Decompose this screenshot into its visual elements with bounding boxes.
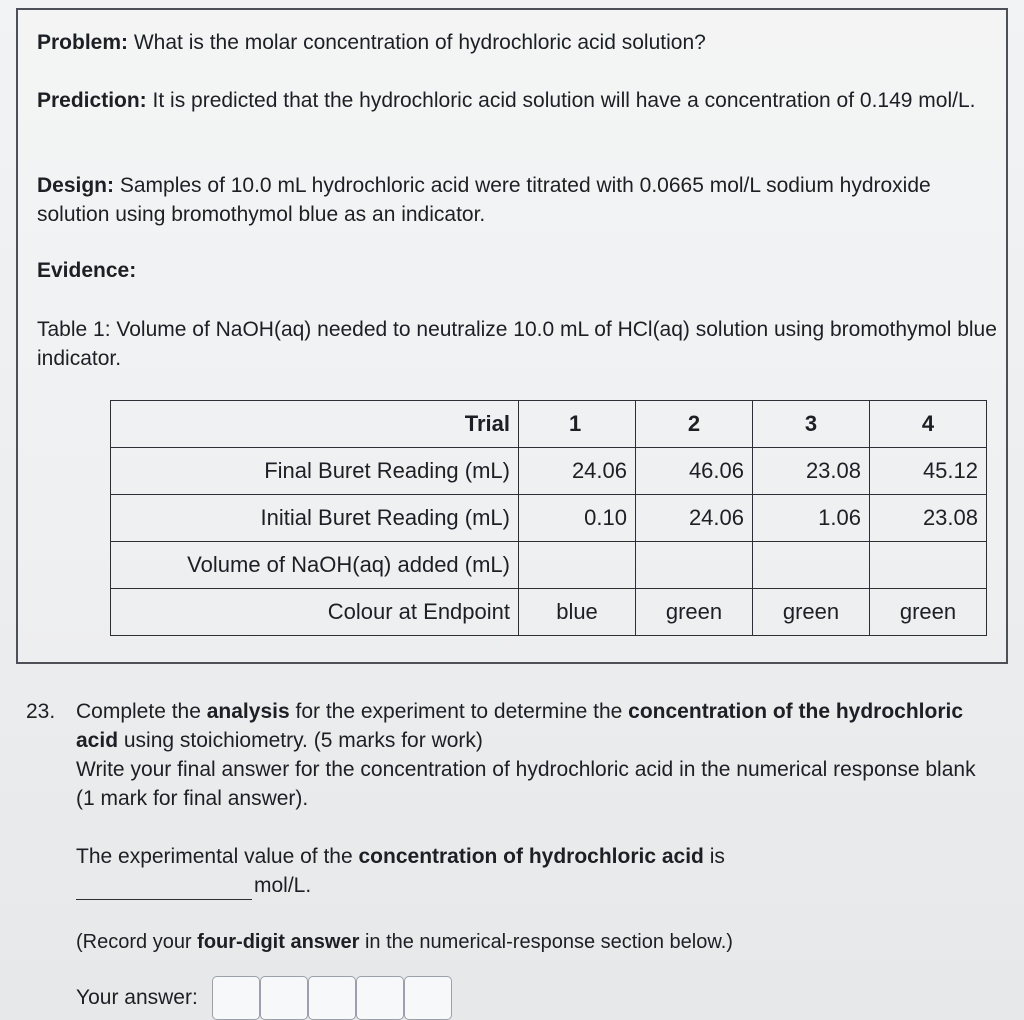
table-caption: Table 1: Volume of NaOH(aq) needed to neutralize 10.0 mL of HCl(aq) solution using bromothymol blue indicator.: [37, 318, 997, 370]
table-cell: [753, 542, 870, 589]
prediction-label: Prediction:: [37, 89, 147, 112]
question-instruction: Write your final answer for the concentration of hydrochloric acid in the numerical response blank (1 mark for final answer).: [76, 758, 976, 810]
table-cell: 24.06: [519, 448, 636, 495]
answer-digit-box-4[interactable]: [356, 976, 404, 1020]
table-cell: blue: [519, 589, 636, 636]
table-row: [111, 448, 987, 495]
answer-digit-box-1[interactable]: [212, 976, 260, 1020]
row-label-colour: Colour at Endpoint: [111, 589, 519, 636]
table-row: [111, 542, 987, 589]
question-text-part: using stoichiometry. (5 marks for work): [118, 729, 483, 752]
row-label-final: Final Buret Reading (mL): [111, 448, 519, 495]
experimental-text-part: is: [703, 845, 725, 868]
question-number: 23.: [26, 700, 56, 723]
experimental-text-part: The experimental value of the: [76, 845, 359, 868]
table-cell: green: [636, 589, 753, 636]
table-cell: [870, 542, 987, 589]
question-bold-concentration: concentration of the hydrochloric acid: [76, 700, 964, 752]
design-text: Samples of 10.0 mL hydrochloric acid were titrated with 0.0665 mol/L sodium hydroxide solution using bromothymol blue as an indicator.: [37, 174, 931, 226]
table-cell: 24.06: [636, 495, 753, 542]
answer-digit-box-5[interactable]: [404, 976, 452, 1020]
prediction-statement: [37, 86, 997, 115]
row-label-initial: Initial Buret Reading (mL): [111, 495, 519, 542]
numerical-response: [76, 976, 452, 1020]
problem-label: Problem:: [37, 31, 129, 54]
prediction-text: It is predicted that the hydrochloric acid solution will have a concentration of 0.149 mol/L.: [146, 89, 976, 112]
trial-1-header: 1: [519, 401, 636, 448]
experimental-bold: concentration of hydrochloric acid: [358, 845, 704, 868]
answer-digit-box-3[interactable]: [308, 976, 356, 1020]
evidence-table: [110, 400, 987, 636]
record-instruction: [76, 931, 733, 954]
table-row: [111, 589, 987, 636]
design-label: Design:: [37, 174, 115, 197]
table-cell: 1.06: [753, 495, 870, 542]
record-bold: four-digit answer: [197, 931, 360, 953]
table-cell: 46.06: [636, 448, 753, 495]
problem-statement: [37, 28, 987, 57]
trial-header: Trial: [111, 401, 519, 448]
experimental-value-statement: [76, 842, 976, 900]
table-cell: 23.08: [870, 495, 987, 542]
table-header-row: [111, 401, 987, 448]
question-text: [76, 697, 986, 813]
table-row: [111, 495, 987, 542]
answer-digit-box-2[interactable]: [260, 976, 308, 1020]
table-cell: green: [870, 589, 987, 636]
problem-text: What is the molar concentration of hydrochloric acid solution?: [128, 31, 706, 54]
table-cell: green: [753, 589, 870, 636]
your-answer-label: Your answer:: [76, 986, 198, 1009]
record-text-part: in the numerical-response section below.): [359, 931, 733, 953]
record-text-part: (Record your: [76, 931, 198, 953]
table-cell: 23.08: [753, 448, 870, 495]
evidence-heading: [37, 256, 136, 285]
table-cell: [636, 542, 753, 589]
unit-label: mol/L.: [254, 874, 312, 897]
trial-4-header: 4: [870, 401, 987, 448]
question-text-part: for the experiment to determine the: [289, 700, 629, 723]
trial-2-header: 2: [636, 401, 753, 448]
table-cell: [519, 542, 636, 589]
evidence-label: Evidence:: [37, 259, 137, 282]
question-bold-analysis: analysis: [206, 700, 290, 723]
row-label-volume: Volume of NaOH(aq) added (mL): [111, 542, 519, 589]
answer-blank[interactable]: [76, 877, 252, 900]
table-cell: 45.12: [870, 448, 987, 495]
trial-3-header: 3: [753, 401, 870, 448]
design-statement: [37, 171, 937, 229]
table-cell: 0.10: [519, 495, 636, 542]
question-text-part: Complete the: [76, 700, 207, 723]
